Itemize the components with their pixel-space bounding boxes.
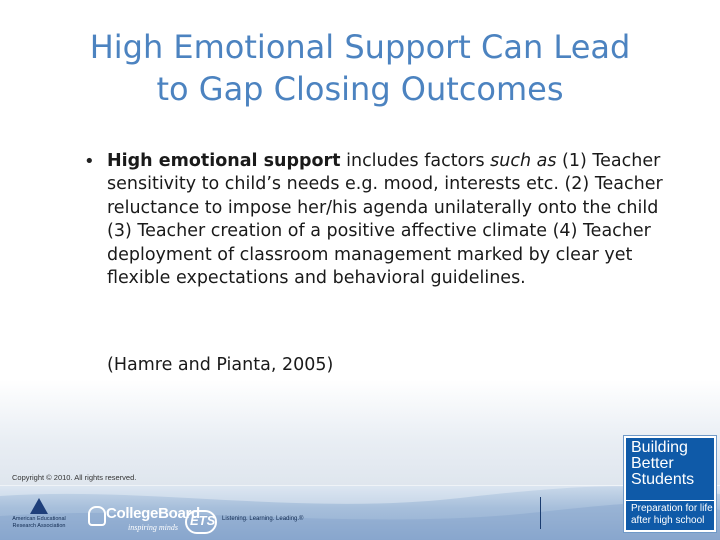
- badge-line-3: Students: [631, 471, 695, 488]
- aera-logo: [8, 498, 70, 534]
- acorn-icon: [88, 506, 106, 526]
- bullet-lead-bold: High emotional support: [107, 151, 341, 171]
- building-better-students-badge: [624, 436, 716, 532]
- title-line-1: High Emotional Support Can Lead: [89, 28, 631, 66]
- ets-mark: ETS: [190, 513, 216, 528]
- aera-line-2: Research Association: [12, 522, 66, 529]
- slide-title: [30, 26, 690, 110]
- copyright-notice: Copyright © 2010. All rights reserved.: [12, 473, 137, 482]
- bullet-text-a: includes factors: [340, 151, 491, 171]
- badge-sub-2: after high school: [631, 514, 705, 526]
- ets-logo: [185, 510, 217, 534]
- ets-tagline: Listening. Learning. Leading.®: [222, 516, 304, 522]
- bullet-marker: •: [84, 151, 95, 172]
- badge-sub-1: Preparation for life: [631, 503, 713, 514]
- aera-triangle-icon: [30, 498, 48, 514]
- citation: (Hamre and Pianta, 2005): [107, 355, 334, 375]
- title-line-2: to Gap Closing Outcomes: [156, 70, 564, 108]
- badge-line-2: Better: [631, 455, 674, 472]
- footer-divider: [540, 497, 541, 529]
- aera-line-1: American Educational: [12, 516, 66, 522]
- bullet-text-b: (1) Teacher sensitivity to child’s needs e.g. mood, interests etc. (2) Teacher reluctance to impose her/his agenda unilaterally onto the child (3) Teacher creation of a positive affective climate (4) Teacher deployment of classroom management marked by clear yet flexible expectations and behavioral guidelines.: [107, 151, 663, 289]
- collegeboard-tagline: inspiring minds: [128, 523, 179, 532]
- badge-line-1: Building: [631, 439, 688, 456]
- badge-separator: [626, 500, 714, 501]
- collegeboard-name: CollegeBoard: [106, 505, 200, 522]
- bullet-text: [107, 150, 682, 290]
- collegeboard-logo: [88, 503, 198, 533]
- bullet-italic: such as: [490, 151, 557, 171]
